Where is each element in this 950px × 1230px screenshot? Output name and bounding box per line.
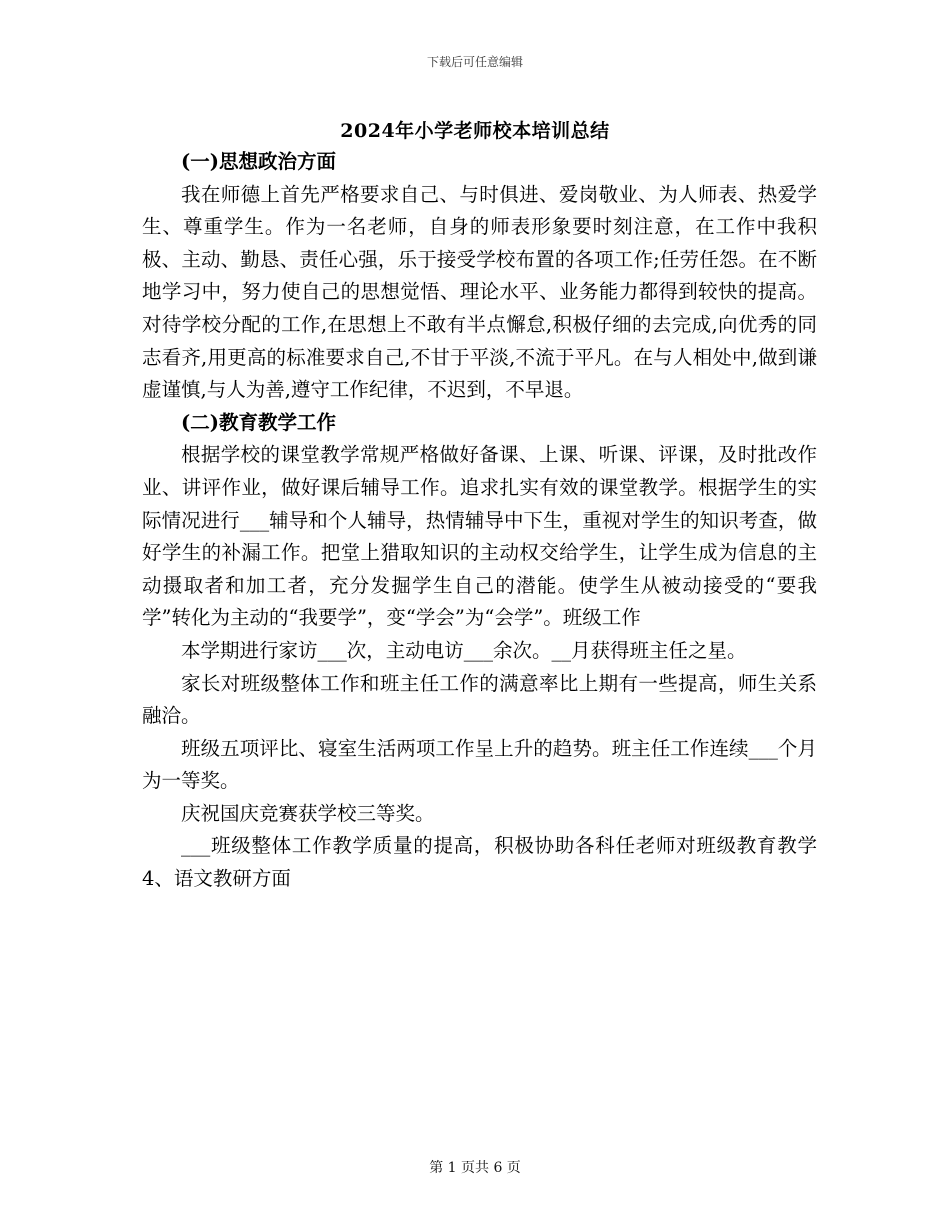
- paragraph: 根据学校的课堂教学常规严格做好备课、上课、听课、评课，及时批改作业、讲评作业，做好课后辅导工作。追求扎实有效的课堂教学。根据学生的实际情况进行___辅导和个人辅导，热情辅导中下生，重视对学生的知识考查，做好学生的补漏工作。把堂上猎取知识的主动权交给学生，让学生成为信息的主动摄取者和加工者，充分发掘学生自己的潜能。使学生从被动接受的“要我学”转化为主动的“我要学”，变“学会”为“会学”。班级工作: [142, 443, 817, 630]
- paragraph: ___班级整体工作教学质量的提高，积极协助各科任老师对班级教育教学4、语文教研方面: [142, 834, 817, 891]
- paragraph: 家长对班级整体工作和班主任工作的满意率比上期有一些提高，师生关系融洽。: [142, 671, 817, 728]
- header-note: 下载后可任意编辑: [426, 55, 523, 69]
- page-number: 第 1 页共 6 页: [429, 1160, 521, 1176]
- paragraph: 庆祝国庆竞赛获学校三等奖。: [181, 801, 435, 825]
- section-heading-teaching: (二)教育教学工作: [181, 410, 336, 434]
- section-heading-politics: (一)思想政治方面: [181, 150, 336, 173]
- document-body: [142, 146, 817, 896]
- paragraph: 本学期进行家访___次，主动电访___余次。__月获得班主任之星。: [181, 638, 747, 662]
- paragraph: 班级五项评比、寝室生活两项工作呈上升的趋势。班主任工作连续___个月为一等奖。: [142, 736, 817, 793]
- paragraph: 我在师德上首先严格要求自己、与时俱进、爱岗敬业、为人师表、热爱学生、尊重学生。作为一名老师，自身的师表形象要时刻注意，在工作中我积极、主动、勤恳、责任心强，乐于接受学校布置的各项工作;任劳任怨。在不断地学习中，努力使自己的思想觉悟、理论水平、业务能力都得到较快的提高。对待学校分配的工作,在思想上不敢有半点懈怠,积极仔细的去完成,向优秀的同志看齐,用更高的标准要求自己,不甘于平淡,不流于平凡。在与人相处中,做到谦虚谨慎,与人为善,遵守工作纪律，不迟到，不早退。: [142, 182, 817, 402]
- document-title: 2024年小学老师校本培训总结: [340, 120, 610, 142]
